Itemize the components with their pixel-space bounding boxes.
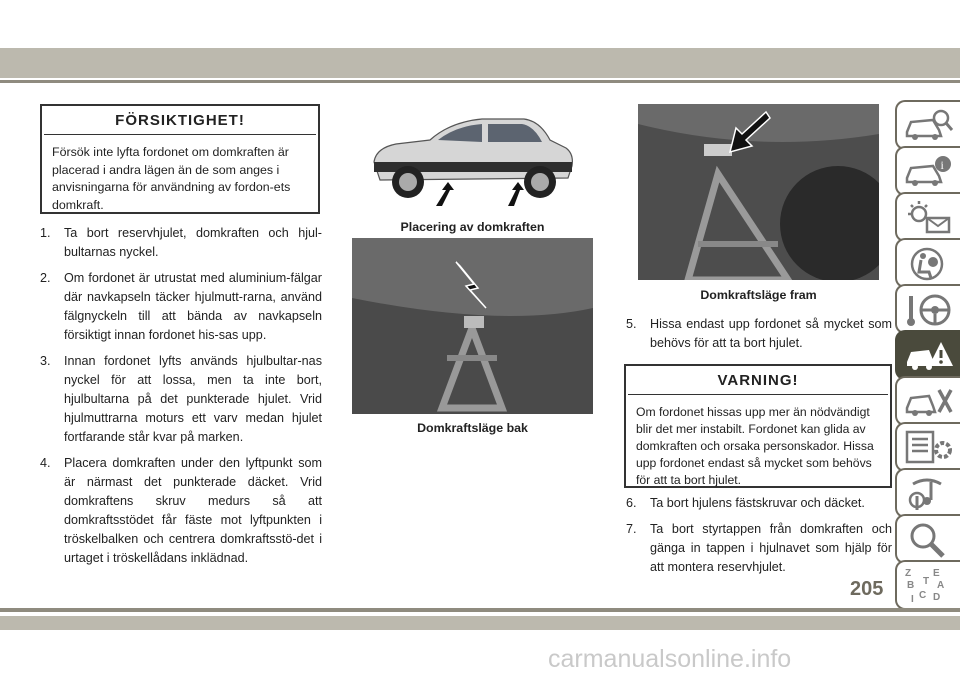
step-item xyxy=(40,352,322,447)
car-caption: Placering av domkraften xyxy=(400,220,545,234)
tab-warning-lights[interactable] xyxy=(895,192,960,242)
front-jack-image xyxy=(638,104,879,280)
steering-wheel-icon xyxy=(903,290,955,330)
step-text: Innan fordonet lyfts används hjulbultar-nas nyckel för att lossa, men ta inte bort, hjulbultarna på det punkterade hjulet. Vrid hjulmuttrarna moturs ett varv medan hjulet fortfarande står kvar på marken. xyxy=(64,354,322,444)
tab-specifications[interactable] xyxy=(895,422,960,472)
tab-car-overview[interactable] xyxy=(895,100,960,150)
tab-multimedia[interactable] xyxy=(895,468,960,518)
caution-text: Försök inte lyfta fordonet om domkraften är placerad i andra lägen än de som anges i anvisningarna för användning av fordon-ets domkraft. xyxy=(52,145,291,212)
caution-title: FÖRSIKTIGHET! xyxy=(44,106,316,135)
step-text: Placera domkraften under den lyftpunkt som är närmast det punkterade däcket. Vrid domkraftens skruv medurs så att domkraftsstödet får fäste mot lyftpunkten i tröskelbalken och centrera domkraftsstö-det i urtaget i tröskellådans inklädnad. xyxy=(64,456,322,565)
car-jack-placement-image xyxy=(352,104,593,212)
warning-text: Om fordonet hissas upp mer än nödvändigt blir det mer instabilt. Fordonet kan glida av domkraften och orsaka personskador. Hissa upp fordonet endast så mycket som behövs för att ta bort hjulet. xyxy=(636,405,874,487)
steps-list-right-top xyxy=(626,315,892,360)
tab-car-info[interactable] xyxy=(895,146,960,196)
index-letter: E xyxy=(933,568,940,579)
index-letter: A xyxy=(937,580,945,591)
steps-list-right-bottom xyxy=(626,494,892,584)
step-item xyxy=(626,494,892,513)
front-caption: Domkraftsläge fram xyxy=(700,288,817,302)
magnifier-icon xyxy=(903,520,955,560)
step-number: 3. xyxy=(40,354,51,368)
step-item xyxy=(626,315,892,353)
warning-box xyxy=(624,364,892,488)
step-text: Hissa endast upp fordonet så mycket som behövs för att ta bort hjulet. xyxy=(650,317,892,350)
step-text: Ta bort reservhjulet, domkraften och hjul-bultarnas nyckel. xyxy=(64,226,322,259)
step-text: Ta bort styrtappen från domkraften och gänga in tappen i hjulnavet som hjälp för att montera reservhjulet. xyxy=(650,522,892,574)
airbag-seat-icon xyxy=(903,244,955,284)
step-item xyxy=(40,454,322,568)
caution-box xyxy=(40,104,320,214)
car-service-icon xyxy=(903,382,955,422)
tab-safety[interactable] xyxy=(895,238,960,288)
music-nav-icon xyxy=(903,474,955,514)
alphabet-index-icon xyxy=(903,566,955,606)
step-number: 5. xyxy=(626,317,637,331)
watermark: carmanualsonline.info xyxy=(548,645,792,673)
step-item xyxy=(40,224,322,262)
index-letter: T xyxy=(923,576,930,587)
index-letter: B xyxy=(907,580,915,591)
rear-caption: Domkraftsläge bak xyxy=(417,421,528,435)
index-letter: D xyxy=(933,592,941,603)
tab-index[interactable] xyxy=(895,560,960,610)
header-rule xyxy=(0,80,960,83)
step-number: 6. xyxy=(626,496,637,510)
car-hazard-icon xyxy=(903,336,955,376)
checklist-gear-icon xyxy=(903,428,955,468)
step-text: Om fordonet är utrustat med aluminium-fälgar där navkapseln täcker hjulmutt-rarna, använd fälgnyckeln till att bända av navkapseln försiktigt innan fordonet his-sas upp. xyxy=(64,271,322,342)
svg-text:i: i xyxy=(940,158,944,172)
rear-jack-image xyxy=(352,238,593,414)
step-item xyxy=(40,269,322,345)
steps-list-left xyxy=(40,224,322,575)
index-letter: C xyxy=(919,590,927,601)
step-item xyxy=(626,520,892,577)
step-number: 2. xyxy=(40,271,51,285)
page-number: 205 xyxy=(850,578,884,600)
warning-lights-icon xyxy=(903,198,955,238)
footer-rule xyxy=(0,608,960,612)
step-number: 7. xyxy=(626,522,637,536)
tab-driving[interactable] xyxy=(895,284,960,334)
tab-search[interactable] xyxy=(895,514,960,564)
car-search-icon xyxy=(903,106,955,146)
tab-service[interactable] xyxy=(895,376,960,426)
step-number: 4. xyxy=(40,456,51,470)
car-info-icon xyxy=(903,152,955,192)
index-letter: I xyxy=(911,594,914,605)
header-band xyxy=(0,48,960,78)
tab-emergency[interactable] xyxy=(895,330,960,380)
step-number: 1. xyxy=(40,226,51,240)
footer-band xyxy=(0,616,960,630)
step-text: Ta bort hjulens fästskruvar och däcket. xyxy=(650,496,865,510)
warning-title: VARNING! xyxy=(628,366,888,395)
index-letter: Z xyxy=(905,568,912,579)
